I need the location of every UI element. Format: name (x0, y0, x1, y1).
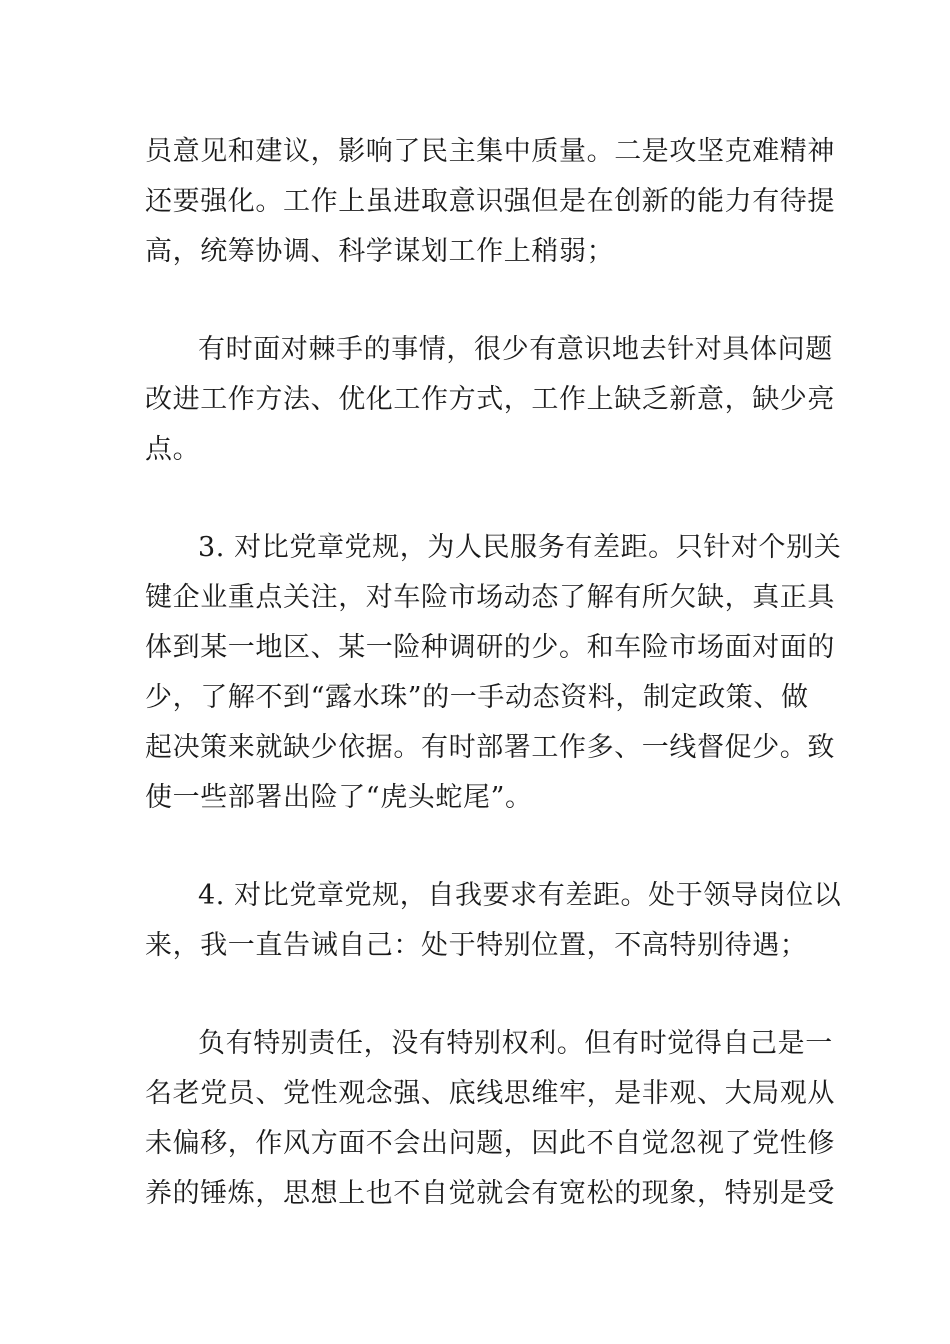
paragraph-3-line-6: 使一些部署出险了“虎头蛇尾”。 (145, 782, 533, 813)
paragraph-5-line-3: 未偏移，作风方面不会出问题，因此不自觉忽视了党性修 (145, 1128, 835, 1159)
paragraph-3-line-4: 少，了解不到“露水珠”的一手动态资料，制定政策、做 (145, 682, 809, 713)
paragraph-4-line-1: 4. 对比党章党规，自我要求有差距。处于领导岗位以 (198, 880, 842, 911)
paragraph-3-line-3: 体到某一地区、某一险种调研的少。和车险市场面对面的 (145, 632, 835, 663)
paragraph-4-line-2: 来，我一直告诫自己：处于特别位置，不高特别待遇； (145, 930, 808, 961)
paragraph-5-line-2: 名老党员、党性观念强、底线思维牢，是非观、大局观从 (145, 1078, 835, 1109)
paragraph-1-line-3: 高，统筹协调、科学谋划工作上稍弱； (145, 236, 615, 267)
paragraph-3-line-2: 键企业重点关注，对车险市场动态了解有所欠缺，真正具 (145, 582, 835, 613)
paragraph-1-line-1: 员意见和建议，影响了民主集中质量。二是攻坚克难精神 (145, 136, 835, 167)
paragraph-3-line-1: 3. 对比党章党规，为人民服务有差距。只针对个别关 (198, 532, 842, 563)
paragraph-3-line-5: 起决策来就缺少依据。有时部署工作多、一线督促少。致 (145, 732, 835, 763)
paragraph-5-line-1: 负有特别责任，没有特别权利。但有时觉得自己是一 (198, 1028, 833, 1059)
paragraph-2-line-1: 有时面对棘手的事情，很少有意识地去针对具体问题 (198, 334, 833, 365)
paragraph-5-line-4: 养的锤炼，思想上也不自觉就会有宽松的现象，特别是受 (145, 1178, 835, 1209)
paragraph-2-line-3: 点。 (145, 434, 201, 465)
paragraph-2-line-2: 改进工作方法、优化工作方式，工作上缺乏新意，缺少亮 (145, 384, 835, 415)
paragraph-1-line-2: 还要强化。工作上虽进取意识强但是在创新的能力有待提 (145, 186, 835, 217)
